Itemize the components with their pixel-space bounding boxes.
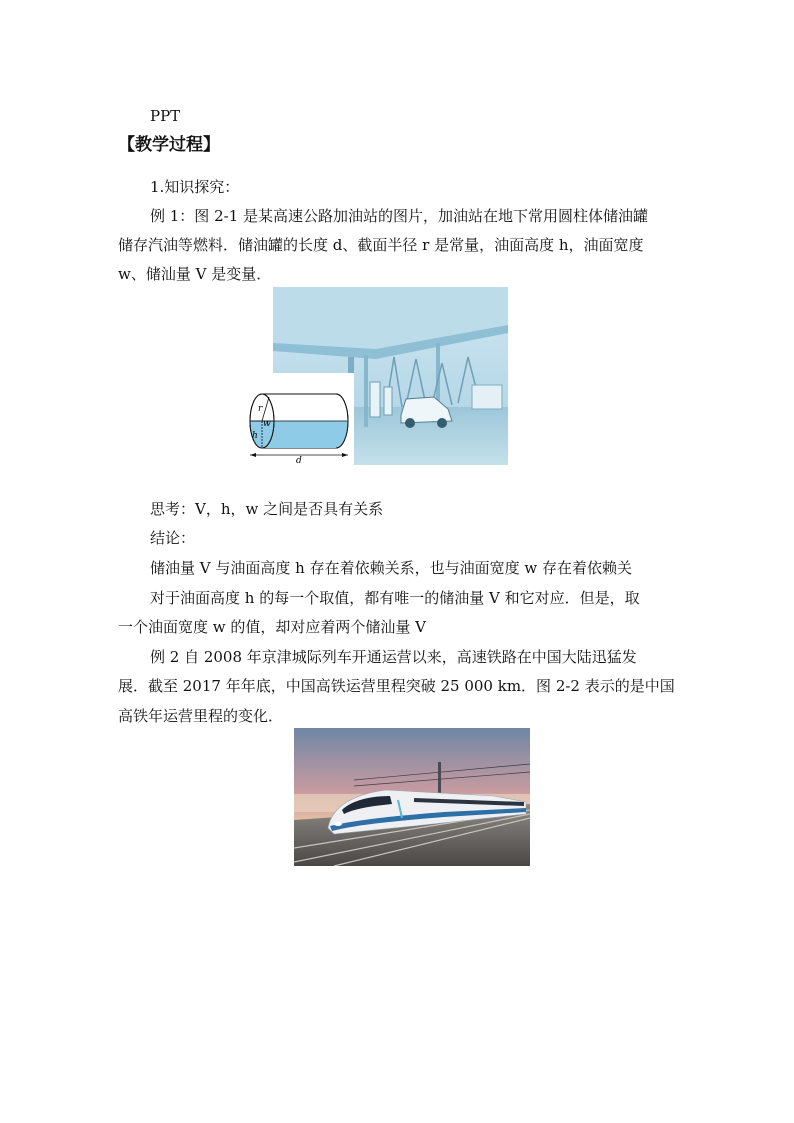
think-line: 思考：V，h，w 之间是否具有关系 bbox=[150, 500, 384, 518]
example1-line1: 例 1：图 2-1 是某高速公路加油站的图片，加油站在地下常用圆柱体储油罐 bbox=[150, 207, 649, 225]
section-heading: 【教学过程】 bbox=[118, 135, 220, 155]
label-d: d bbox=[296, 456, 302, 465]
conclusion-line1: 储油量 V 与油面高度 h 存在着依赖关系，也与油面宽度 w 存在着依赖关 bbox=[150, 559, 632, 577]
example2-line1: 例 2 自 2008 年京津城际列车开通运营以来，高速铁路在中国大陆迅猛发 bbox=[150, 648, 637, 666]
label-h: h bbox=[252, 431, 258, 441]
label-r: r bbox=[258, 404, 263, 414]
conclusion-label: 结论： bbox=[150, 529, 196, 547]
gas-station-figure bbox=[236, 287, 508, 465]
label-w: w bbox=[263, 419, 271, 429]
item-1-title: 1.知识探究： bbox=[150, 178, 240, 196]
example1-line2: 储存汽油等燃料．储油罐的长度 d、截面半径 r 是常量，油面高度 h，油面宽度 bbox=[118, 236, 644, 254]
example2-line2: 展．截至 2017 年年底，中国高铁运营里程突破 25 000 km．图 2-2 表示的是中国 bbox=[118, 677, 675, 695]
conclusion-line3: 一个油面宽度 w 的值，却对应着两个储汕量 V bbox=[118, 618, 426, 636]
example1-line3: w、储汕量 V 是变量． bbox=[118, 265, 272, 283]
high-speed-train-photo bbox=[294, 728, 530, 866]
example2-line3: 高铁年运营里程的变化． bbox=[118, 707, 284, 725]
conclusion-line2: 对于油面高度 h 的每一个取值，都有唯一的储油量 V 和它对应．但是，取 bbox=[150, 589, 640, 607]
ppt-label: PPT bbox=[150, 107, 181, 125]
